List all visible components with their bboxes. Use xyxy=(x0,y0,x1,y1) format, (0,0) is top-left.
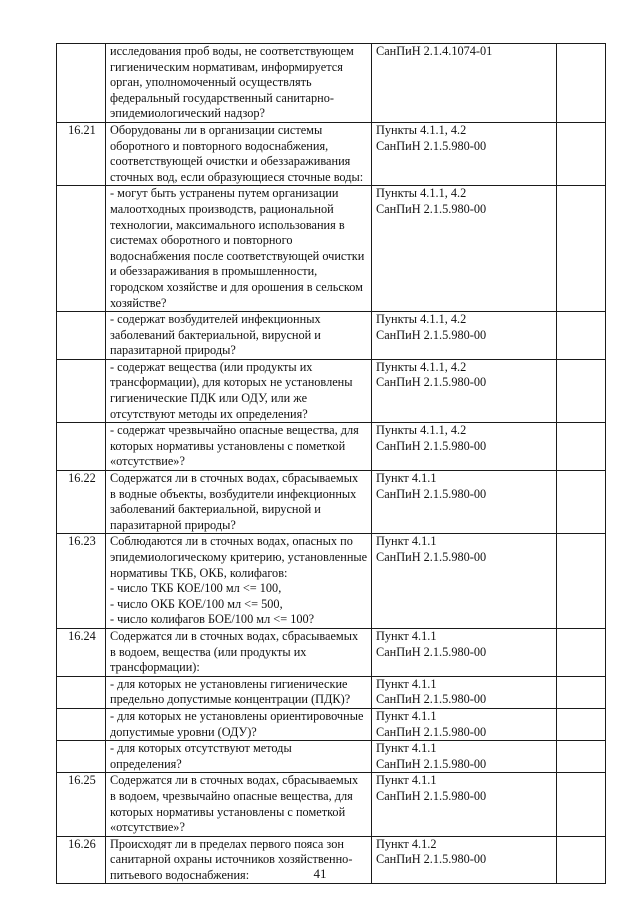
requirement-question-cell: Оборудованы ли в организации системы оборотного и повторного водоснабжения, соответствующей очистки и обеззараживания сточных вод, если образующиеся сточные воды: xyxy=(106,122,372,185)
requirement-question-cell: - содержат возбудителей инфекционных заболеваний бактериальной, вирусной и паразитарной природы? xyxy=(106,312,372,360)
answer-mark-cell xyxy=(557,676,606,708)
regulation-reference-cell: СанПиН 2.1.4.1074-01 xyxy=(372,44,557,123)
item-number-cell xyxy=(57,44,106,123)
table-row xyxy=(57,359,606,422)
requirement-question-cell: Соблюдаются ли в сточных водах, опасных по эпидемиологическому критерию, установленные нормативы ТКБ, ОКБ, колифагов: - число ТКБ КОЕ/100 мл <= 100, - число ОКБ КОЕ/100 мл <= 500, - число колифагов БОЕ/100 мл <= 100? xyxy=(106,534,372,629)
item-number-cell: 16.21 xyxy=(57,122,106,185)
requirement-question-cell: Содержатся ли в сточных водах, сбрасываемых в водоем, вещества (или продукты их трансформации): xyxy=(106,628,372,676)
table-row xyxy=(57,122,606,185)
item-number-cell xyxy=(57,312,106,360)
requirement-question-cell: Происходят ли в пределах первого пояса зон санитарной охраны источников хозяйственно- питьевого водоснабжения: xyxy=(106,836,372,884)
regulation-reference-cell: Пункт 4.1.1 СанПиН 2.1.5.980-00 xyxy=(372,741,557,773)
table-row xyxy=(57,423,606,471)
regulation-reference-cell: Пункт 4.1.1 СанПиН 2.1.5.980-00 xyxy=(372,773,557,836)
requirement-question-cell: Содержатся ли в сточных водах, сбрасываемых в водные объекты, возбудители инфекционных заболеваний бактериальной, вирусной и паразитарной природы? xyxy=(106,471,372,534)
table-row xyxy=(57,676,606,708)
table-row xyxy=(57,534,606,629)
table-row xyxy=(57,471,606,534)
answer-mark-cell xyxy=(557,534,606,629)
item-number-cell xyxy=(57,708,106,740)
item-number-cell: 16.26 xyxy=(57,836,106,884)
table-row xyxy=(57,44,606,123)
table-row xyxy=(57,708,606,740)
regulation-reference-cell: Пункт 4.1.1 СанПиН 2.1.5.980-00 xyxy=(372,534,557,629)
requirement-question-cell: - для которых не установлены гигиенические предельно допустимые концентрации (ПДК)? xyxy=(106,676,372,708)
table-row xyxy=(57,741,606,773)
requirement-question-cell: - для которых отсутствуют методы определения? xyxy=(106,741,372,773)
answer-mark-cell xyxy=(557,44,606,123)
answer-mark-cell xyxy=(557,359,606,422)
page-number: 41 xyxy=(313,866,327,881)
regulation-reference-cell: Пункт 4.1.1 СанПиН 2.1.5.980-00 xyxy=(372,676,557,708)
requirement-question-cell: - содержат вещества (или продукты их трансформации), для которых не установлены гигиенические ПДК или ОДУ, или же отсутствуют методы их определения? xyxy=(106,359,372,422)
regulation-reference-cell: Пункт 4.1.1 СанПиН 2.1.5.980-00 xyxy=(372,628,557,676)
item-number-cell: 16.22 xyxy=(57,471,106,534)
answer-mark-cell xyxy=(557,773,606,836)
answer-mark-cell xyxy=(557,708,606,740)
regulation-reference-cell: Пункты 4.1.1, 4.2 СанПиН 2.1.5.980-00 xyxy=(372,423,557,471)
table-row xyxy=(57,628,606,676)
answer-mark-cell xyxy=(557,471,606,534)
regulation-reference-cell: Пункты 4.1.1, 4.2 СанПиН 2.1.5.980-00 xyxy=(372,359,557,422)
item-number-cell: 16.25 xyxy=(57,773,106,836)
item-number-cell: 16.24 xyxy=(57,628,106,676)
item-number-cell xyxy=(57,676,106,708)
regulation-reference-cell: Пункт 4.1.2 СанПиН 2.1.5.980-00 xyxy=(372,836,557,884)
requirements-table-body xyxy=(57,44,606,884)
answer-mark-cell xyxy=(557,423,606,471)
requirement-question-cell: исследования проб воды, не соответствующем гигиеническим нормативам, информируется орган, уполномоченный осуществлять федеральный государственный санитарно- эпидемиологический надзор? xyxy=(106,44,372,123)
table-row xyxy=(57,186,606,312)
answer-mark-cell xyxy=(557,741,606,773)
regulation-reference-cell: Пункты 4.1.1, 4.2 СанПиН 2.1.5.980-00 xyxy=(372,312,557,360)
item-number-cell xyxy=(57,741,106,773)
item-number-cell xyxy=(57,423,106,471)
answer-mark-cell xyxy=(557,628,606,676)
regulation-reference-cell: Пункты 4.1.1, 4.2 СанПиН 2.1.5.980-00 xyxy=(372,122,557,185)
requirement-question-cell: - содержат чрезвычайно опасные вещества, для которых нормативы установлены с пометкой «отсутствие»? xyxy=(106,423,372,471)
table-row xyxy=(57,773,606,836)
answer-mark-cell xyxy=(557,122,606,185)
requirement-question-cell: - для которых не установлены ориентировочные допустимые уровни (ОДУ)? xyxy=(106,708,372,740)
table-row xyxy=(57,312,606,360)
answer-mark-cell xyxy=(557,312,606,360)
regulation-reference-cell: Пункт 4.1.1 СанПиН 2.1.5.980-00 xyxy=(372,471,557,534)
requirement-question-cell: - могут быть устранены путем организации малоотходных производств, рациональной технологии, максимального использования в системах оборотного и повторного водоснабжения после соответствующей очистки и обеззараживания в промышленности, городском хозяйстве и для орошения в сельском хозяйстве? xyxy=(106,186,372,312)
answer-mark-cell xyxy=(557,186,606,312)
item-number-cell: 16.23 xyxy=(57,534,106,629)
item-number-cell xyxy=(57,186,106,312)
item-number-cell xyxy=(57,359,106,422)
regulation-reference-cell: Пункты 4.1.1, 4.2 СанПиН 2.1.5.980-00 xyxy=(372,186,557,312)
requirement-question-cell: Содержатся ли в сточных водах, сбрасываемых в водоем, чрезвычайно опасные вещества, для которых нормативы установлены с пометкой «отсутствие»? xyxy=(106,773,372,836)
requirements-table xyxy=(56,43,606,884)
regulation-reference-cell: Пункт 4.1.1 СанПиН 2.1.5.980-00 xyxy=(372,708,557,740)
